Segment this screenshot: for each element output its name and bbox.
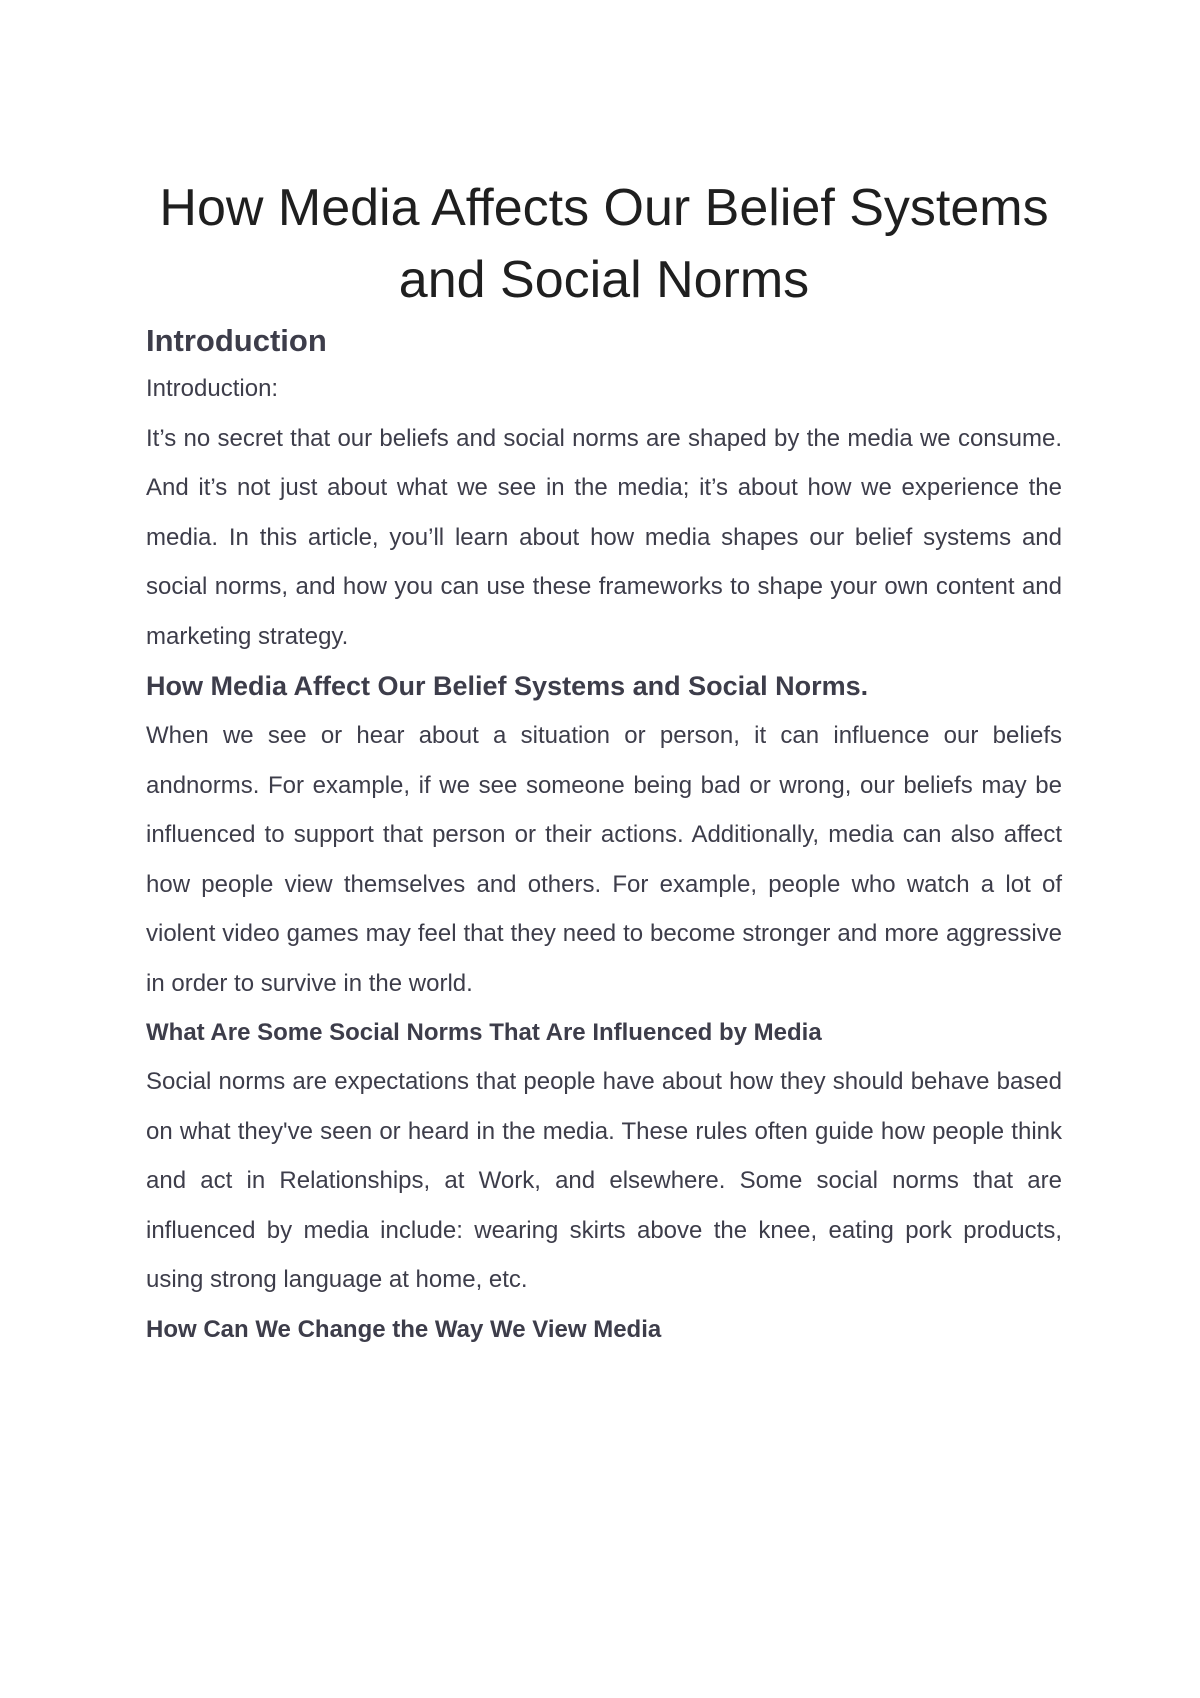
social-norms-heading: What Are Some Social Norms That Are Influenced by Media (146, 1019, 822, 1046)
document-title: How Media Affects Our Belief Systems and Social Norms (159, 179, 1049, 309)
how-media-affect-body: When we see or hear about a situation or person, it can influence our beliefs andnorms. For example, if we see someone being bad or wrong, our beliefs may be influenced to support that person or their actions. Additionally, media can also affect how people view themselves and others. For example, people who watch a lot of violent video games may feel that they need to become stronger and more aggressive in order to survive in the world. (146, 722, 1062, 997)
introduction-label: Introduction: (146, 375, 279, 402)
introduction-heading: Introduction (146, 323, 327, 358)
how-media-affect-heading: How Media Affect Our Belief Systems and Social Norms. (146, 671, 869, 701)
social-norms-body: Social norms are expectations that people have about how they should behave based on what they've seen or heard in the media. These rules often guide how people think and act in Relationships, at Work, and elsewhere. Some social norms that are influenced by media include: wearing skirts above the knee, eating pork products, using strong language at home, etc. (146, 1068, 1062, 1293)
change-view-heading: How Can We Change the Way We View Media (146, 1315, 662, 1343)
document-page (146, 172, 1062, 1354)
introduction-body: It’s no secret that our beliefs and social norms are shaped by the media we consume. And it’s not just about what we see in the media; it’s about how we experience the media. In this article, you’ll learn about how media shapes our belief systems and social norms, and how you can use these frameworks to shape your own content and marketing strategy. (146, 424, 1062, 650)
